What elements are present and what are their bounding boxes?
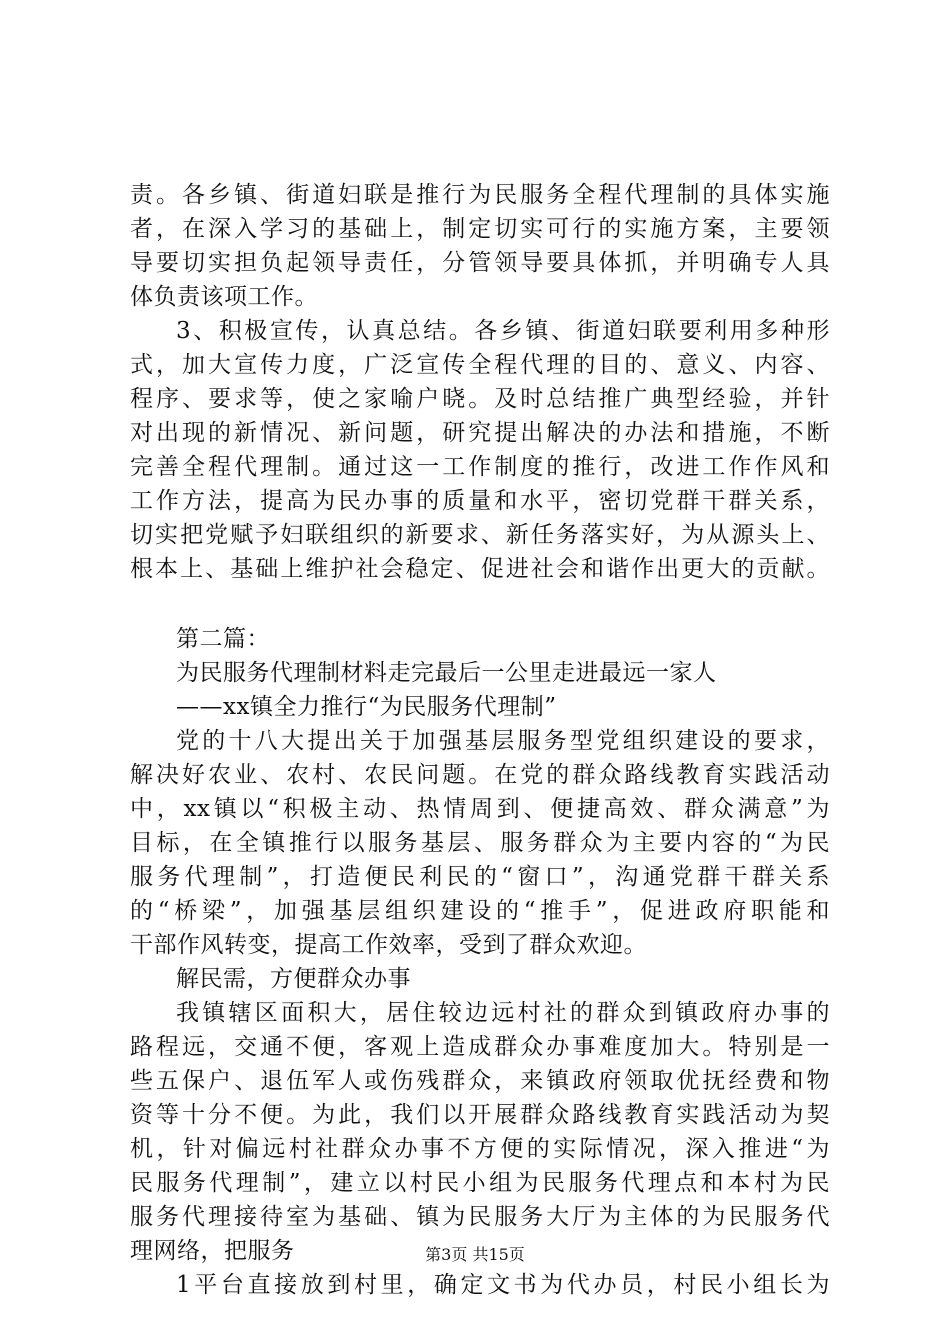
text-line: 目标，在全镇推行以服务基层、服务群众为主要内容的“为民 <box>130 830 830 856</box>
page-number-footer: 第3页 共15页 <box>425 1245 525 1264</box>
text-line: 服务代理接待室为基础、镇为民服务大厅为主体的为民服务代 <box>130 1204 830 1230</box>
text-line: 解决好农业、农村、农民问题。在党的群众路线教育实践活动 <box>130 762 830 788</box>
text-line: 责。各乡镇、街道妇联是推行为民服务全程代理制的具体实施 <box>130 182 830 208</box>
text-line: 对出现的新情况、新问题，研究提出解决的办法和措施，不断 <box>130 420 830 446</box>
text-line: 根本上、基础上维护社会稳定、促进社会和谐作出更大的贡献。 <box>130 556 830 582</box>
text-line: 程序、要求等，使之家喻户晓。及时总结推广典型经验，并针 <box>130 386 830 412</box>
text-line: 路程远，交通不便，客观上造成群众办事难度加大。特别是一 <box>130 1034 830 1060</box>
text-line: 导要切实担负起领导责任，分管领导要具体抓，并明确专人具 <box>130 250 830 276</box>
article-title: 为民服务代理制材料走完最后一公里走进最远一家人 <box>176 660 717 686</box>
text-line: 我镇辖区面积大，居住较边远村社的群众到镇政府办事的 <box>176 1000 830 1026</box>
text-line: 的“桥梁”，加强基层组织建设的“推手”，促进政府职能和 <box>130 898 830 924</box>
text-line: 切实把党赋予妇联组织的新要求、新任务落实好，为从源头上、 <box>130 522 830 548</box>
text-line: 资等十分不便。为此，我们以开展群众路线教育实践活动为契 <box>130 1102 830 1128</box>
text-line: 工作方法，提高为民办事的质量和水平，密切党群干群关系， <box>130 488 830 514</box>
text-line: 中，xx镇以“积极主动、热情周到、便捷高效、群众满意”为 <box>130 796 830 822</box>
section-heading: 第二篇： <box>176 626 270 652</box>
text-line: 理网络，把服务 <box>130 1238 295 1264</box>
text-line: 些五保户、退伍军人或伤残群众，来镇政府领取优抚经费和物 <box>130 1068 830 1094</box>
text-line: 1平台直接放到村里，确定文书为代办员，村民小组长为 <box>176 1272 830 1298</box>
text-line: 党的十八大提出关于加强基层服务型党组织建设的要求， <box>176 728 830 754</box>
text-line: 服务代理制”，打造便民利民的“窗口”，沟通党群干群关系 <box>130 864 830 890</box>
subheading: 解民需，方便群众办事 <box>176 966 411 992</box>
text-line: 式，加大宣传力度，广泛宣传全程代理的目的、意义、内容、 <box>130 352 830 378</box>
text-line: 干部作风转变，提高工作效率，受到了群众欢迎。 <box>130 932 647 958</box>
text-line: 者，在深入学习的基础上，制定切实可行的实施方案，主要领 <box>130 216 830 242</box>
text-line: 完善全程代理制。通过这一工作制度的推行，改进工作作风和 <box>130 454 830 480</box>
article-subtitle: ——xx镇全力推行“为民服务代理制” <box>176 694 557 720</box>
text-line: 民服务代理制”，建立以村民小组为民服务代理点和本村为民 <box>130 1170 830 1196</box>
text-line: 机，针对偏远村社群众办事不方便的实际情况，深入推进“为 <box>130 1136 830 1162</box>
text-line: 3、积极宣传，认真总结。各乡镇、街道妇联要利用多种形 <box>176 318 830 344</box>
text-line: 体负责该项工作。 <box>130 284 318 310</box>
